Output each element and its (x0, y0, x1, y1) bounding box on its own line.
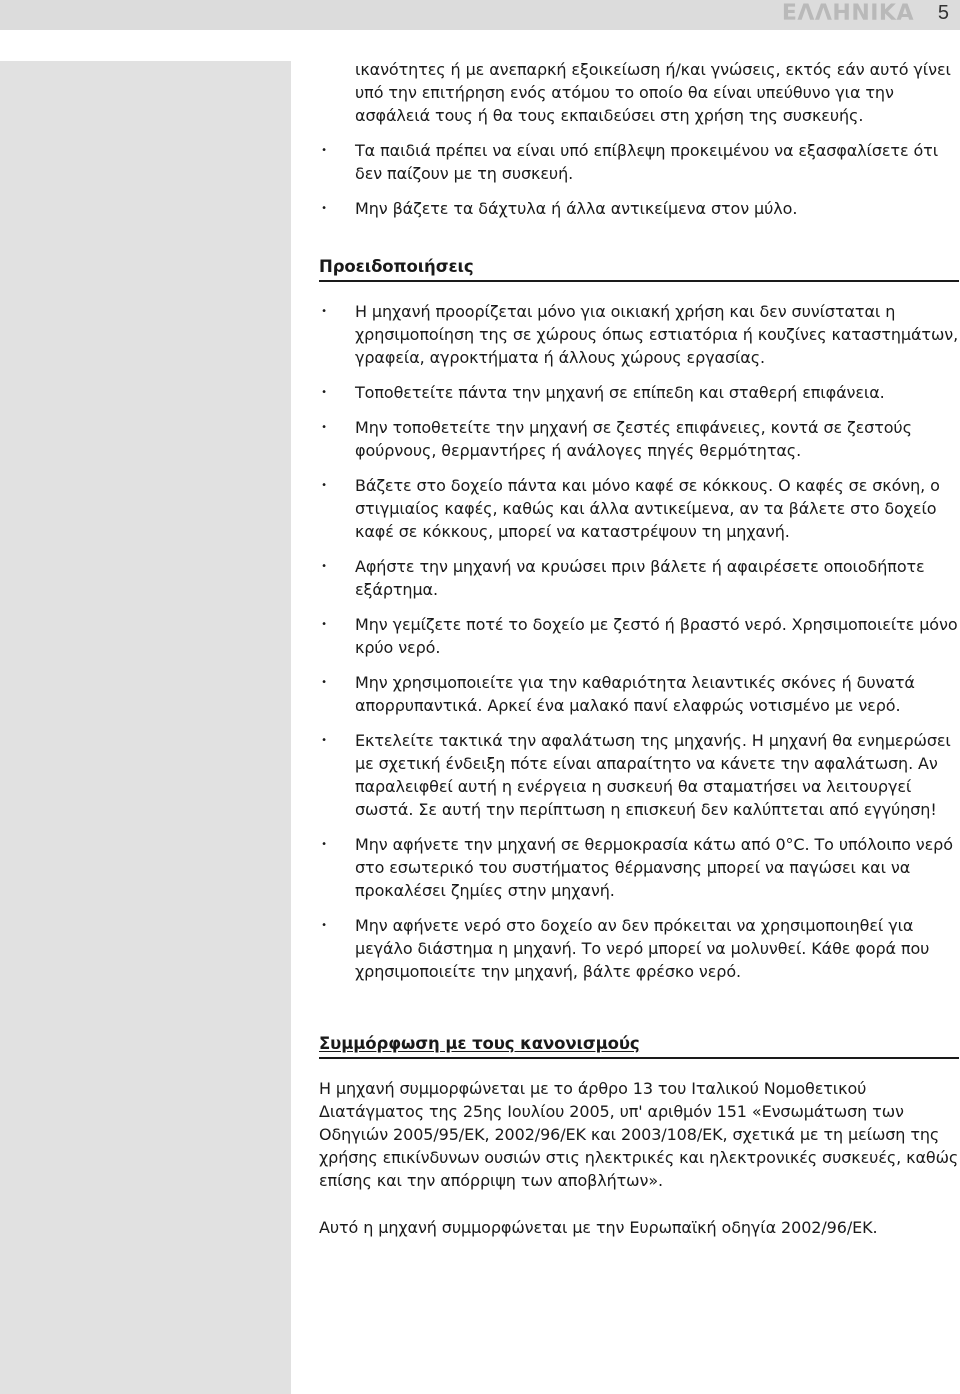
list-item (319, 474, 959, 543)
list-item-text: Αφήστε την μηχανή να κρυώσει πριν βάλετε ή αφαιρέσετε οποιοδήποτε εξάρτημα. (355, 557, 925, 599)
bullet-icon: • (321, 306, 327, 317)
bullet-icon: • (321, 619, 327, 630)
bullet-icon: • (321, 145, 327, 156)
compliance-section (319, 1033, 959, 1239)
section-heading-text: Συμμόρφωση με τους κανονισμούς (319, 1034, 640, 1053)
list-item-text: Η μηχανή προορίζεται μόνο για οικιακή χρήση και δεν συνίσταται η χρησιμοποίηση της σε χώρους όπως εστιατόρια ή κουζίνες καταστημάτων, γραφεία, αγροκτήματα ή άλλους χώρους εργασίας. (355, 302, 959, 367)
list-item (319, 671, 959, 717)
list-item-text: Μην βάζετε τα δάχτυλα ή άλλα αντικείμενα στον μύλο. (355, 199, 798, 218)
section-heading-text: Προειδοποιήσεις (319, 257, 474, 276)
bullet-icon: • (321, 480, 327, 491)
list-item (319, 300, 959, 369)
section-heading-warnings (319, 256, 959, 282)
intro-continuation: ικανότητες ή με ανεπαρκή εξοικείωση ή/και γνώσεις, εκτός εάν αυτό γίνει υπό την επιτήρηση ενός ατόμου το οποίο θα είναι υπεύθυνο για την ασφάλειά τους ή θα τους εκπαιδεύσει στη χρήση της συσκευής. (355, 60, 951, 125)
section-heading-compliance (319, 1033, 959, 1059)
warnings-bullet-list (319, 300, 959, 983)
list-item (319, 197, 959, 220)
bullet-icon: • (321, 203, 327, 214)
bullet-icon: • (321, 920, 327, 931)
compliance-paragraph: Αυτό η μηχανή συμμορφώνεται με την Ευρωπαϊκή οδηγία 2002/96/ΕΚ. (319, 1218, 878, 1237)
bullet-icon: • (321, 561, 327, 572)
list-item-text: Μην χρησιμοποιείτε για την καθαριότητα λειαντικές σκόνες ή δυνατά απορρυπαντικά. Αρκεί ένα μαλακό πανί ελαφρώς νοτισμένο με νερό. (355, 673, 915, 715)
list-item-text: Μην γεμίζετε ποτέ το δοχείο με ζεστό ή βραστό νερό. Χρησιμοποιείτε μόνο κρύο νερό. (355, 615, 958, 657)
list-item (319, 914, 959, 983)
warnings-section (319, 256, 959, 983)
compliance-paragraph: Η μηχανή συμμορφώνεται με το άρθρο 13 του Ιταλικού Νομοθετικού Διατάγματος της 25ης Ιουλίου 2005, υπ' αριθμόν 151 «Ενσωμάτωση των Οδηγιών 2005/95/ΕΚ, 2002/96/ΕΚ και 2003/108/ΕΚ, σχετικά με τη μείωση της χρήσης επικίνδυνων ουσιών στις ηλεκτρικές και ηλεκτρονικές συσκευές, καθώς επίσης και την απόρριψη των αποβλήτων». (319, 1079, 959, 1190)
list-item-text: Βάζετε στο δοχείο πάντα και μόνο καφέ σε κόκκους. Ο καφές σε σκόνη, ο στιγμιαίος καφές, καθώς και άλλα αντικείμενα, αν τα βάλετε στο δοχείο καφέ σε κόκκους, μπορεί να καταστρέψουν τη μηχανή. (355, 476, 940, 541)
list-item (319, 833, 959, 902)
list-item-text: Μην αφήνετε νερό στο δοχείο αν δεν πρόκειται να χρησιμοποιηθεί για μεγάλο διάστημα η μηχανή. Το νερό μπορεί να μολυνθεί. Κάθε φορά που χρησιμοποιείτε την μηχανή, βάλτε φρέσκο νερό. (355, 916, 930, 981)
list-item-text: Τοποθετείτε πάντα την μηχανή σε επίπεδη και σταθερή επιφάνεια. (355, 383, 885, 402)
bullet-icon: • (321, 387, 327, 398)
list-item-text: Μην τοποθετείτε την μηχανή σε ζεστές επιφάνειες, κοντά σε ζεστούς φούρνους, θερμαντήρες ή ανάλογες πηγές θερμότητας. (355, 418, 912, 460)
list-item (319, 416, 959, 462)
list-item-text: Εκτελείτε τακτικά την αφαλάτωση της μηχανής. Η μηχανή θα ενημερώσει με σχετική ένδειξη πότε είναι απαραίτητο να κάνετε την αφαλάτωση. Αν παραλειφθεί αυτή η ενέργεια η συσκευή θα σταματήσει να λειτουργεί σωστά. Σε αυτή την περίπτωση η επισκευή δεν καλύπτεται από εγγύηση! (355, 731, 951, 819)
bullet-icon: • (321, 422, 327, 433)
bullet-icon: • (321, 839, 327, 850)
left-margin-panel (0, 61, 291, 1394)
list-item (319, 381, 959, 404)
intro-bullet-list (319, 139, 959, 220)
list-item-text: Τα παιδιά πρέπει να είναι υπό επίβλεψη προκειμένου να εξασφαλίσετε ότι δεν παίζουν με τη συσκευή. (355, 141, 939, 183)
list-item-text: Μην αφήνετε την μηχανή σε θερμοκρασία κάτω από 0°C. Το υπόλοιπο νερό στο εσωτερικό του συστήματος θέρμανσης μπορεί να παγώσει και να προκαλέσει ζημίες στην μηχανή. (355, 835, 953, 900)
list-item (319, 613, 959, 659)
bullet-icon: • (321, 677, 327, 688)
page-number: 5 (937, 2, 949, 24)
bullet-icon: • (321, 735, 327, 746)
list-item (319, 139, 959, 185)
header-language: ΕΛΛΗΝΙΚΑ (781, 1, 914, 26)
page-content (319, 58, 959, 1239)
list-item (319, 729, 959, 821)
list-item (319, 555, 959, 601)
